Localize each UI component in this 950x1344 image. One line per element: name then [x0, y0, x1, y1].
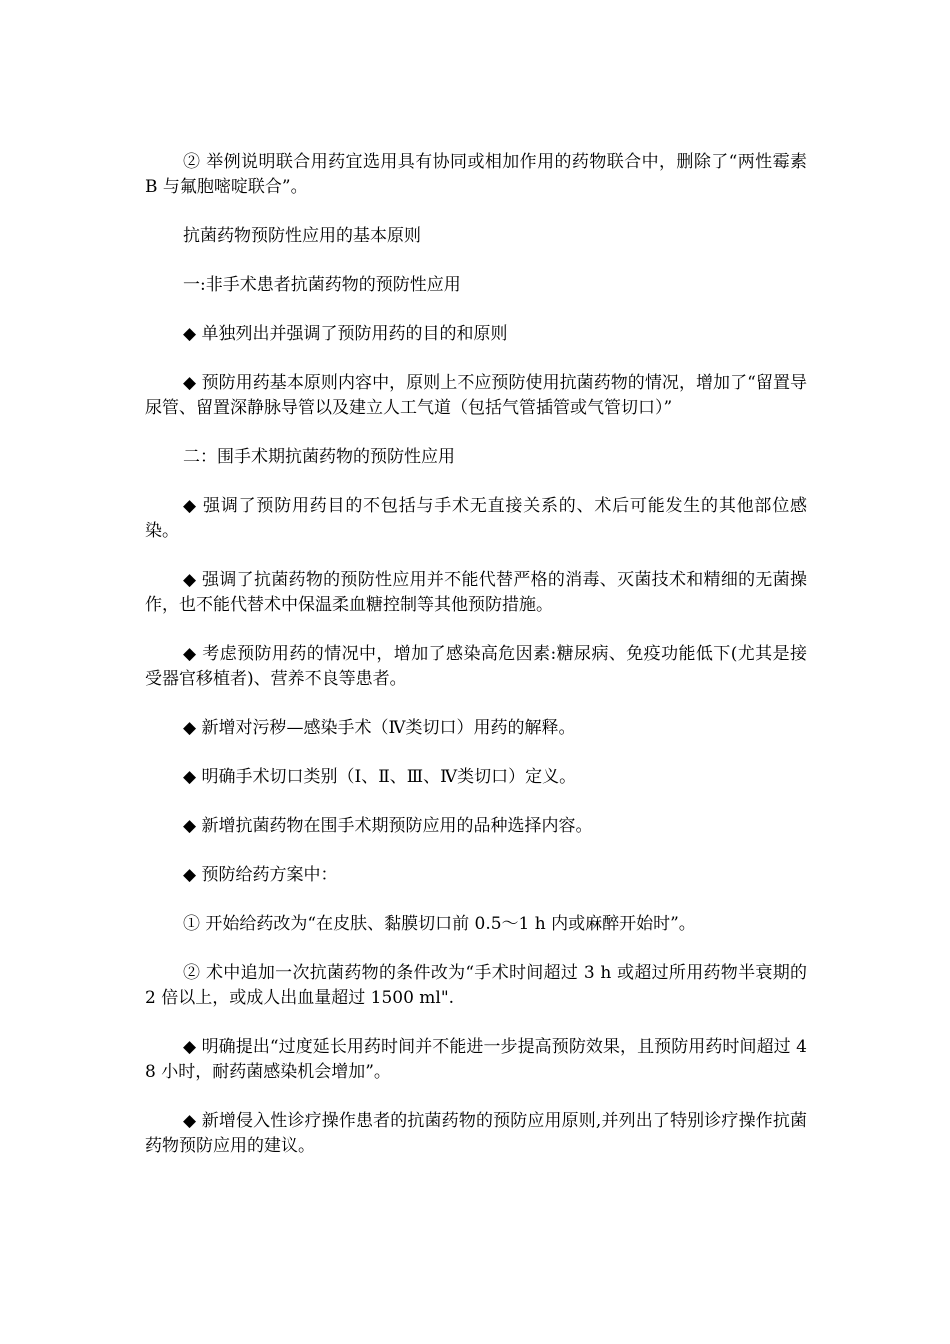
bullet-not-replace-aseptic: ◆ 强调了抗菌药物的预防性应用并不能代替严格的消毒、灭菌技术和精细的无菌操作，也不能代替术中保温柔血糖控制等其他预防措施。: [145, 570, 807, 615]
item-intraoperative-redose: ② 术中追加一次抗菌药物的条件改为“手术时间超过 3 h 或超过所用药物半衰期的 2 倍以上，或成人出血量超过 1500 ml".: [145, 963, 807, 1008]
bullet-high-risk-factors: ◆ 考虑预防用药的情况中，增加了感染高危因素:糖尿病、免疫功能低下(尤其是接受器官移植者)、营养不良等患者。: [145, 644, 807, 689]
heading-non-surgical-prophylaxis: 一:非手术患者抗菌药物的预防性应用: [183, 275, 461, 295]
bullet-invasive-procedures: ◆ 新增侵入性诊疗操作患者的抗菌药物的预防应用原则,并列出了特别诊疗操作抗菌药物预防应用的建议。: [145, 1111, 807, 1156]
bullet-duration-limit: ◆ 明确提出“过度延长用药时间并不能进一步提高预防效果，且预防用药时间超过 48 小时，耐药菌感染机会增加”。: [145, 1037, 807, 1082]
item-start-timing: ① 开始给药改为“在皮肤、黏膜切口前 0.5～1 h 内或麻醉开始时”。: [183, 914, 696, 934]
heading-prophylaxis-principles: 抗菌药物预防性应用的基本原则: [183, 226, 421, 246]
heading-perioperative-prophylaxis: 二：围手术期抗菌药物的预防性应用: [183, 447, 455, 467]
bullet-dosing-regimen: ◆ 预防给药方案中：: [183, 865, 338, 885]
bullet-class-iv-incision: ◆ 新增对污秽—感染手术（Ⅳ类切口）用药的解释。: [183, 718, 576, 738]
paragraph-combination-therapy: ② 举例说明联合用药宜选用具有协同或相加作用的药物联合中，删除了“两性霉素 B 与氟胞嘧啶联合”。: [145, 152, 807, 197]
bullet-not-recommended-cases: ◆ 预防用药基本原则内容中，原则上不应预防使用抗菌药物的情况，增加了“留置导尿管、留置深静脉导管以及建立人工气道（包括气管插管或气管切口）”: [145, 373, 807, 418]
bullet-drug-selection: ◆ 新增抗菌药物在围手术期预防应用的品种选择内容。: [183, 816, 593, 836]
bullet-incision-classes: ◆ 明确手术切口类别（Ⅰ、Ⅱ、Ⅲ、Ⅳ类切口）定义。: [183, 767, 577, 787]
document-body: [145, 150, 807, 1183]
bullet-purpose-principles: ◆ 单独列出并强调了预防用药的目的和原则: [183, 324, 508, 344]
bullet-purpose-exclusion: ◆ 强调了预防用药目的不包括与手术无直接关系的、术后可能发生的其他部位感染。: [145, 496, 807, 541]
